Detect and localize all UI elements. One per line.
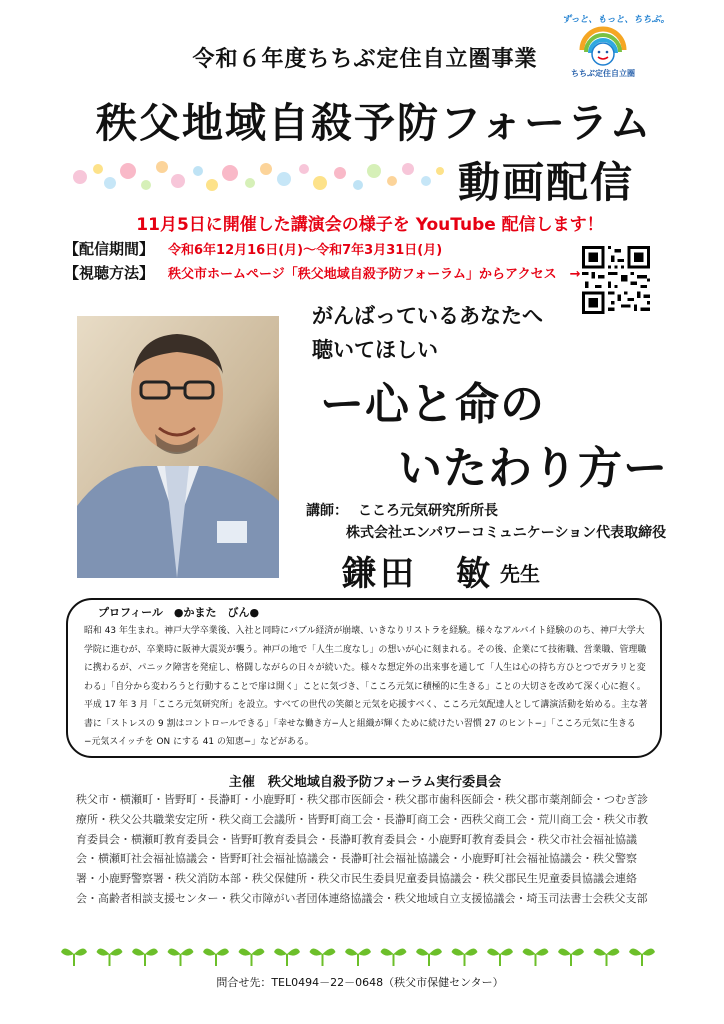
catch-line-2: 聴いてほしい (312, 338, 438, 362)
profile-body: 昭和 43 年生まれ。神戸大学卒業後、入社と同時にバブル経済が崩壊、いきなりリストラを経験。様々なアルバイト経験ののち、神戸大学大学院に進むが、卒業時に阪神大震災が襲う。神戸の地で「人生二度なし」の想いが心に刻まれる。その後、企業にて技術職、営業職、管理職に携わるが、パニック障害を発症し、格闘しながらの日々が続いた。様々な想定外の出来事を通して「人生は心の持ち方ひとつでガラリと変わる」「自分から変わろうと行動することで扉は開く」ことに気づき、「こころ元気に積極的に生きる」ことの大切さを改めて深く心に抱く。平成 17 年 3 月「こころ元気研究所」を設立。すべての世代の笑顔と元気を応援すべく、こころ元気配達人として講演活動を始める。主な著書に「ストレスの 9 割はコントロールできる」「幸せな働き方−人と組織が輝くために続けたい習慣 27 のヒント−」「こころ元気に生きる−元気スイッチを ON にする 41 の知恵−」などがある。 (84, 626, 648, 747)
lecture-topic-line-1: ー心と命の (320, 379, 545, 430)
contact-info: 問合せ先：TEL0494－22－0648（秩父市保健センター） (216, 976, 504, 989)
lecturer-portrait-image (77, 316, 279, 578)
sprout-icon (558, 948, 584, 966)
smiling-circle-logo-icon (576, 22, 630, 70)
page-title: 秩父地域自殺予防フォーラム (96, 99, 653, 147)
project-name: 令和６年度ちちぶ定住自立圏事業 (192, 47, 538, 72)
lecturer-name: 鎌田 敏 (342, 554, 494, 594)
chichibu-logo (562, 12, 670, 82)
sprout-icon (487, 948, 513, 966)
sprout-icon (629, 948, 655, 966)
organizer-heading: 主催 秩父地域自殺予防フォーラム実行委員会 (228, 775, 502, 790)
lecturer-label: 講師： (306, 503, 348, 519)
viewing-method (64, 262, 580, 283)
sprout-icon (310, 948, 336, 966)
organizer-members: 秩父市・横瀬町・皆野町・長瀞町・小鹿野町・秩父郡市医師会・秩父郡市歯科医師会・秩父郡市薬剤師会・つむぎ診療所・秩父公共職業安定所・秩父商工会議所・皆野町商工会・長瀞町商工会・西秩父商工会・荒川商工会・秩父市教育委員会・横瀬町教育委員会・皆野町教育委員会・長瀞町教育委員会・小鹿野町教育委員会・秩父市社会福祉協議会・横瀬町社会福祉協議会・皆野町社会福祉協議会・長瀞町社会福祉協議会・小鹿野町社会福祉協議会・秩父警察署・小鹿野警察署・秩父消防本部・秩父保健所・秩父市民生委員児童委員協議会・秩父郡民生児童委員協議会連絡会・高齢者相談支援センター・秩父市障がい者団体連絡協議会・秩父地域自立支援協議会・埼玉司法書士会秩父支部 (76, 793, 648, 905)
sprout-icon (97, 948, 123, 966)
period-value: 令和6年12月16日(月)～令和7年3月31日(月) (168, 243, 443, 258)
sprout-icon (452, 948, 478, 966)
sprout-icon (381, 948, 407, 966)
sprout-decoration (60, 942, 660, 968)
page-subtitle: 動画配信 (458, 158, 635, 207)
announcement: 11月5日に開催した講演会の様子を YouTube 配信します！ (136, 215, 604, 235)
sprout-icon (274, 948, 300, 966)
period-label: 【配信期間】 (64, 240, 155, 258)
method-label: 【視聴方法】 (64, 264, 155, 282)
lecture-topic-line-2: いたわり方ー (398, 443, 668, 494)
sprout-icon (416, 948, 442, 966)
lecturer-title-1: こころ元気研究所所長 (358, 503, 498, 519)
sprout-icon (594, 948, 620, 966)
catch-line-1: がんばっているあなたへ (312, 304, 543, 328)
sprout-icon (61, 948, 87, 966)
sprout-icon (168, 948, 194, 966)
sprout-icon (345, 948, 371, 966)
profile-box (66, 598, 662, 758)
sprout-icon (203, 948, 229, 966)
sprout-icon (132, 948, 158, 966)
profile-heading: プロフィール ●かまた びん● (98, 606, 260, 619)
lecturer-title-2: 株式会社エンパワーコミュニケーション代表取締役 (346, 525, 667, 541)
sprout-icon (239, 948, 265, 966)
lecturer-photo (77, 316, 279, 578)
decorative-dots (70, 155, 450, 195)
distribution-period (64, 238, 442, 259)
sprout-icon (523, 948, 549, 966)
method-value: 秩父市ホームページ「秩父地域自殺予防フォーラム」からアクセス → (168, 267, 581, 282)
logo-slogan: ずっと、もっと、ちちぶ。 (562, 15, 670, 25)
lecturer-honorific: 先生 (500, 562, 540, 586)
logo-caption: ちちぶ定住自立圏 (571, 69, 635, 78)
qr-code-icon[interactable] (582, 246, 650, 314)
